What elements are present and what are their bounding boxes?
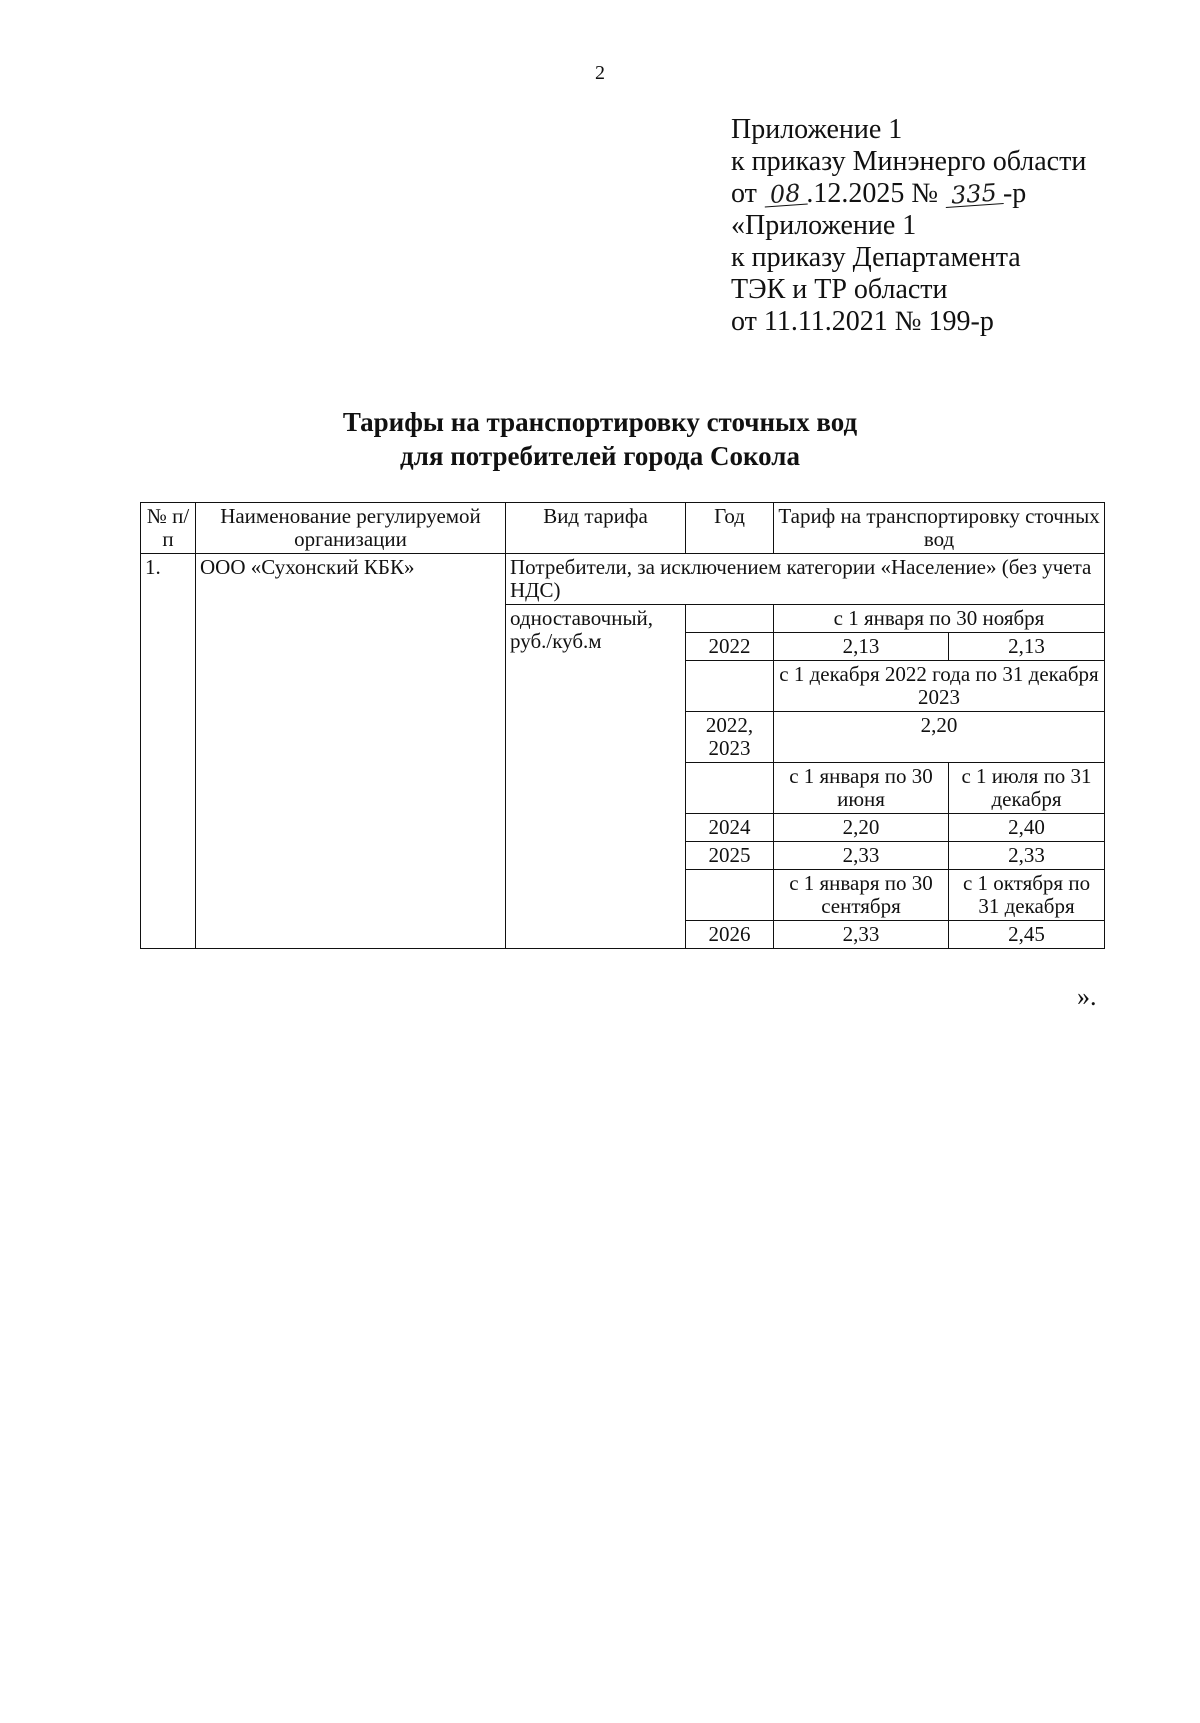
year-cell: 2026 (686, 921, 774, 949)
document-title (0, 405, 1200, 473)
appendix-line: Приложение 1 (731, 114, 903, 145)
tariff-value: 2,45 (949, 921, 1105, 949)
header-tariff: Тариф на транспортировку сточных вод (774, 503, 1105, 554)
tariff-value: 2,13 (774, 633, 949, 661)
table-header-row (141, 503, 1105, 554)
year-cell: 2022 (686, 633, 774, 661)
tariff-value: 2,33 (774, 921, 949, 949)
period-label: с 1 октября по 31 декабря (949, 870, 1105, 921)
tariff-value: 2,20 (774, 712, 1105, 763)
page-number: 2 (595, 62, 605, 84)
category-cell: Потребители, за исключением категории «Население» (без учета НДС) (506, 554, 1105, 605)
tariff-value: 2,33 (949, 842, 1105, 870)
year-cell-empty (686, 605, 774, 633)
org-name: ООО «Сухонский КБК» (196, 554, 506, 949)
tariff-value: 2,20 (774, 814, 949, 842)
appendix-line: от 11.11.2021 № 199-р (731, 306, 994, 337)
header-type: Вид тарифа (506, 503, 686, 554)
appendix-line: «Приложение 1 (731, 210, 917, 241)
year-cell-empty (686, 763, 774, 814)
year-cell: 2025 (686, 842, 774, 870)
year-cell: 2024 (686, 814, 774, 842)
header-org: Наименование регулируемой организации (196, 503, 506, 554)
period-label: с 1 января по 30 сентября (774, 870, 949, 921)
closing-quote-mark: ». (1077, 982, 1097, 1011)
period-label: с 1 июля по 31 декабря (949, 763, 1105, 814)
date-prefix: от (731, 178, 757, 209)
appendix-date-line (731, 178, 1086, 210)
order-suffix: -р (1002, 178, 1027, 209)
period-label: с 1 января по 30 ноября (774, 605, 1105, 633)
appendix-line: ТЭК и ТР области (731, 274, 948, 305)
header-num: № п/п (141, 503, 196, 554)
title-line: Тарифы на транспортировку сточных вод (342, 407, 858, 437)
period-label: с 1 декабря 2022 года по 31 декабря 2023 (774, 661, 1105, 712)
tariff-value: 2,33 (774, 842, 949, 870)
handwritten-day: 08 (763, 182, 807, 208)
row-number: 1. (141, 554, 196, 949)
appendix-line: к приказу Минэнерго области (731, 146, 1087, 177)
tariff-table (140, 502, 1105, 949)
table-row (141, 554, 1105, 605)
tariff-type: одноставочный, руб./куб.м (506, 605, 686, 949)
tariff-value: 2,40 (949, 814, 1105, 842)
year-cell: 2022, 2023 (686, 712, 774, 763)
date-rest: .12.2025 № (806, 178, 939, 209)
handwritten-order-number: 335 (944, 181, 1003, 208)
header-year: Год (686, 503, 774, 554)
appendix-line: к приказу Департамента (731, 242, 1021, 273)
appendix-header (731, 114, 1086, 338)
year-cell-empty (686, 870, 774, 921)
period-label: с 1 января по 30 июня (774, 763, 949, 814)
year-cell-empty (686, 661, 774, 712)
title-line: для потребителей города Сокола (400, 441, 800, 471)
tariff-value: 2,13 (949, 633, 1105, 661)
